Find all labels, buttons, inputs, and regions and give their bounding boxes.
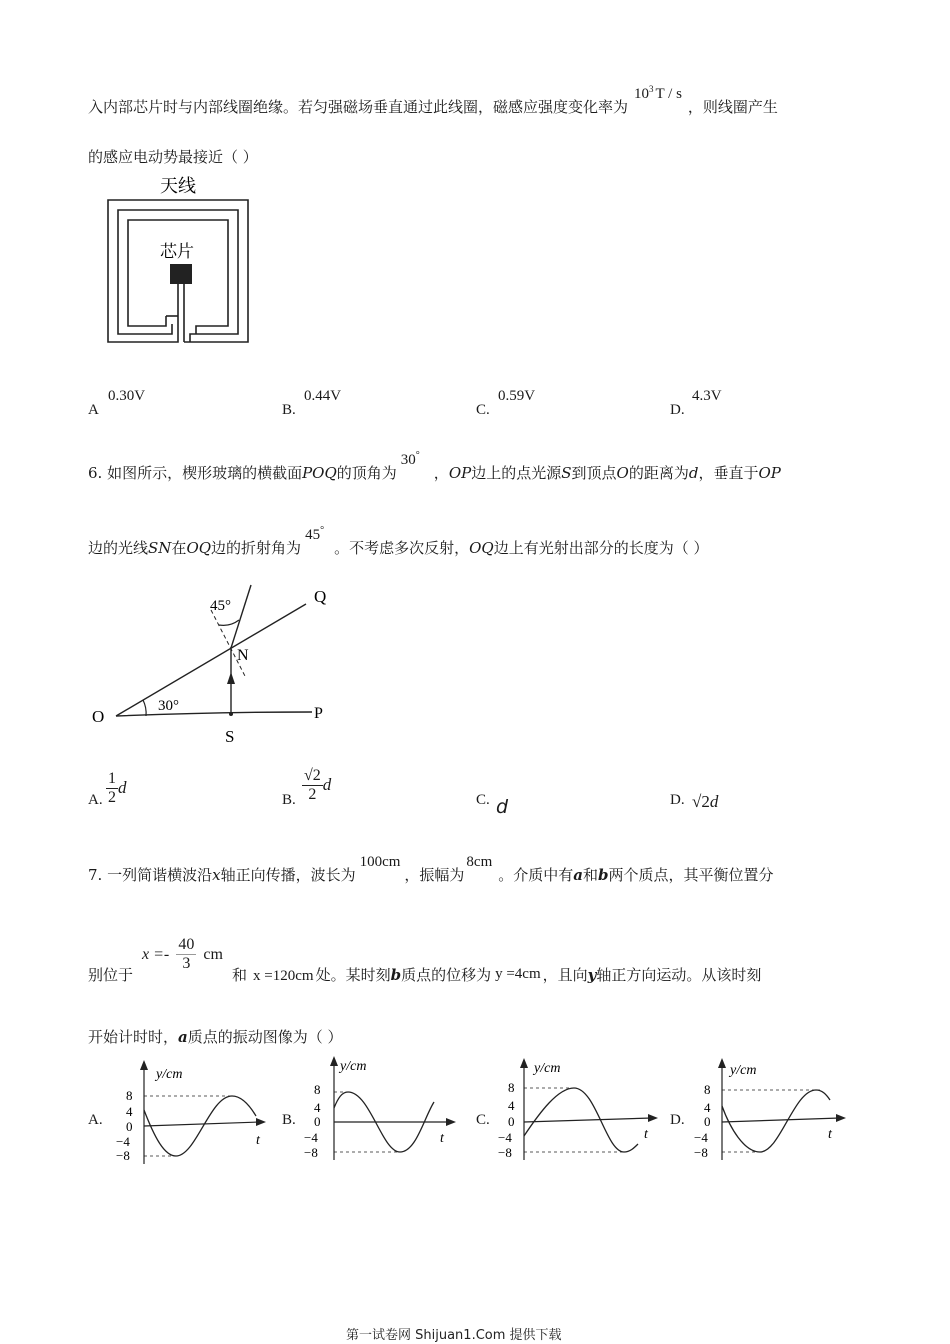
wedge-glass-figure [86, 580, 346, 750]
svg-text:0: 0 [704, 1114, 711, 1129]
chip-label: 芯片 [160, 242, 194, 262]
svg-text:0: 0 [314, 1114, 321, 1129]
graph-b-tlabel: t [440, 1131, 444, 1146]
graph-a-tlabel: t [256, 1133, 260, 1148]
q7-graph-a [110, 1056, 270, 1168]
graph-d-ylabel: y/cm [730, 1063, 757, 1078]
q6-option-a-value: $\frac{1}{2}$ d [108, 770, 127, 806]
q6-option-a-letter: A. [88, 792, 103, 808]
svg-text:8: 8 [126, 1088, 133, 1103]
label-30deg: 30° [158, 698, 179, 714]
svg-text:−8: −8 [304, 1145, 318, 1160]
label-p: P [314, 705, 323, 722]
antenna-label: 天线 [160, 176, 196, 197]
antenna-coil-figure [100, 172, 260, 348]
q7-line3: 开始计时时，a质点的振动图像为（ ） [88, 1028, 343, 1046]
q7-line2: 别位于 [88, 966, 134, 984]
svg-text:8: 8 [704, 1082, 711, 1097]
svg-text:−4: −4 [498, 1130, 512, 1145]
q5-line1: 入内部芯片时与内部线圈绝缘。若匀强磁场垂直通过此线圈，磁感应强度变化率为$10^3$ T / s，则线圈产生 [88, 84, 778, 116]
q5-option-b-letter: B. [282, 402, 296, 418]
q7-line1: 7. 一列简谐横波沿x轴正向传播，波长为100cm，振幅为8cm。介质中有a和b两个质点，其平衡位置分 [88, 854, 774, 884]
svg-text:−4: −4 [116, 1134, 130, 1149]
svg-text:4: 4 [126, 1104, 133, 1119]
q5-option-d-letter: D. [670, 402, 685, 418]
q7-option-b-letter: B. [282, 1112, 296, 1128]
q7-option-a-letter: A. [88, 1112, 103, 1128]
q6-option-c-letter: C. [476, 792, 490, 808]
q6-line2: 边的光线SN在OQ边的折射角为45°。不考虑多次反射，OQ边上有光射出部分的长度为（ ） [88, 525, 709, 557]
q5-option-b-value: 0.44V [304, 388, 342, 404]
svg-text:−8: −8 [694, 1145, 708, 1160]
graph-c-ylabel: y/cm [534, 1061, 561, 1076]
graph-b-ylabel: y/cm [340, 1059, 367, 1074]
svg-text:8: 8 [508, 1080, 515, 1095]
svg-text:−4: −4 [304, 1130, 318, 1145]
graph-c-tlabel: t [644, 1127, 648, 1142]
q6-option-d-letter: D. [670, 792, 685, 808]
svg-text:−8: −8 [116, 1148, 130, 1163]
q5-option-d-value: 4.3V [692, 388, 722, 404]
q6-option-c-value: d [496, 796, 509, 818]
svg-text:−8: −8 [498, 1145, 512, 1160]
q5-option-a-letter: A [88, 402, 99, 418]
q7-graph-d [690, 1056, 850, 1168]
label-q: Q [314, 587, 327, 606]
q6-line1: 6. 如图所示，楔形玻璃的横截面POQ的顶角为30°，OP边上的点光源S到顶点O的距离为d，垂直于OP [88, 450, 781, 482]
chip-icon [170, 264, 192, 284]
label-45deg: 45° [210, 598, 231, 614]
q5-rate: $10^3$ T / s [634, 84, 682, 102]
svg-text:4: 4 [314, 1100, 321, 1115]
q7-graph-b [300, 1056, 460, 1168]
q7-option-c-letter: C. [476, 1112, 490, 1128]
svg-text:0: 0 [508, 1114, 515, 1129]
svg-text:4: 4 [508, 1098, 515, 1113]
q6-option-b-value: $\frac{√2}{2}$ d [304, 767, 332, 803]
label-s: S [225, 727, 235, 746]
svg-text:4: 4 [704, 1100, 711, 1115]
label-n: N [237, 647, 249, 664]
q5-option-c-value: 0.59V [498, 388, 536, 404]
svg-text:−4: −4 [694, 1130, 708, 1145]
svg-text:0: 0 [126, 1119, 133, 1134]
q5-option-c-letter: C. [476, 402, 490, 418]
label-o: O [92, 707, 105, 726]
q6-option-d-value: √2d [692, 792, 719, 811]
q7-line2-rest: 和 x =120cm 处。某时刻b质点的位移为 y =4cm ，且向y轴正方向运动。从该时刻 [232, 966, 762, 984]
page-footer: 第一试卷网 Shijuan1.Com 提供下载 [346, 1328, 562, 1343]
q7-option-d-letter: D. [670, 1112, 685, 1128]
graph-a-ylabel: y/cm [156, 1067, 183, 1082]
svg-text:8: 8 [314, 1082, 321, 1097]
q5-option-a-value: 0.30V [108, 388, 146, 404]
graph-d-tlabel: t [828, 1127, 832, 1142]
q6-option-b-letter: B. [282, 792, 296, 808]
q7-xa-expression: x =- $\frac{40}{3}$ cm [142, 936, 223, 972]
q5-line2: 的感应电动势最接近（ ） [88, 148, 258, 166]
q7-graph-c [496, 1056, 666, 1168]
